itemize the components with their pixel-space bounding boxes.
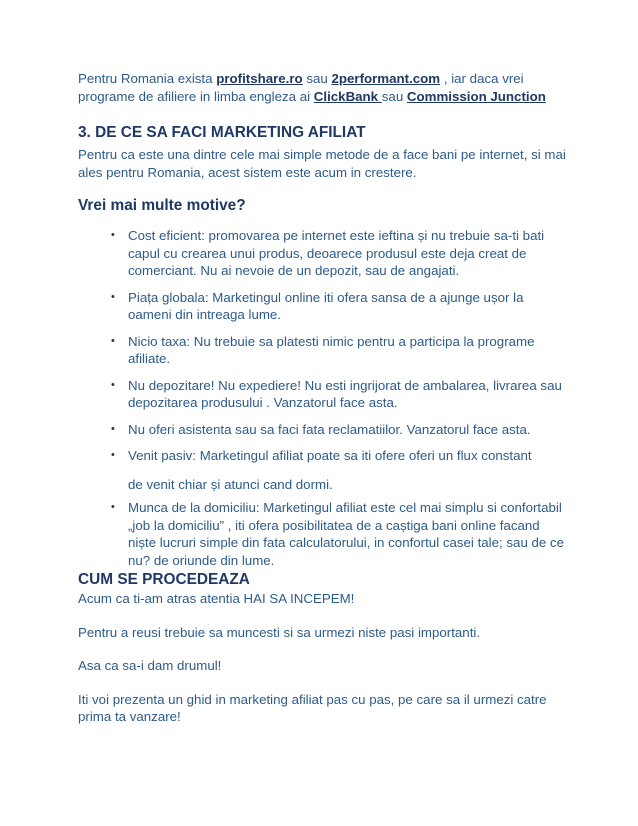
profitshare-link[interactable]: profitshare.ro [216,71,303,86]
list-item-text: Cost eficient: promovarea pe internet este ieftina și nu trebuie sa-ti bati capul cu crearea unui produs, deoarece produsul este deja creat de comerciant. Nu ai nevoie de un depozit, sau de angajati. [128,228,545,278]
list-item-passive-income-continuation [78,476,568,494]
list-item-text: Venit pasiv: Marketingul afiliat poate sa iti ofere oferi un flux constant [128,448,532,463]
section-3-heading: 3. DE CE SA FACI MARKETING AFILIAT [78,124,366,141]
list-item-no-storage [78,377,568,412]
intro-paragraph [78,70,568,105]
list-item-no-support [78,421,568,439]
list-item-cost [78,227,568,280]
section-3-paragraph: Pentru ca este una dintre cele mai simple metode de a face bani pe internet, si mai ales pentru Romania, acest sistem este acum in crestere. [78,147,566,180]
bullet-icon: • [111,501,115,513]
list-item-text: Nicio taxa: Nu trebuie sa platesti nimic pentru a participa la programe afiliate. [128,333,535,366]
list-item-text: Piața globala: Marketingul online iti ofera sansa de a ajunge ușor la oameni din intreaga lume. [128,289,524,322]
clickbank-link[interactable]: ClickBank [313,88,382,104]
list-item-no-fee [78,333,568,368]
motives-heading: Vrei mai multe motive? [78,197,246,214]
list-item-global-market [78,289,568,324]
bullet-icon: • [111,334,115,347]
procedure-paragraph-4: Iti voi prezenta un ghid in marketing afiliat pas cu pas, pe care sa il urmezi catre prima ta vanzare! [78,691,547,724]
intro-text-3: , iar daca vrei programe de afiliere in limba engleza ai [78,71,524,104]
bullet-icon: • [111,449,115,461]
list-item-work-from-home [78,499,568,569]
2performant-link[interactable]: 2performant.com [331,71,441,86]
procedure-paragraph-3: Asa ca sa-i dam drumul! [78,658,222,673]
bullet-icon: • [111,229,115,241]
document-page [78,70,568,726]
bullet-icon: • [111,378,115,391]
list-item-text: Nu oferi asistenta sau sa faci fata reclamatiilor. Vanzatorul face asta. [128,421,531,437]
intro-text-4: sau [381,88,407,104]
intro-text-1: Pentru Romania exista [78,71,217,86]
procedure-paragraph-1: Acum ca ti-am atras atentia HAI SA INCEPEM! [78,591,355,606]
bullet-icon: • [111,290,115,303]
procedure-paragraph-2: Pentru a reusi trebuie sa muncesti si sa urmezi niste pasi importanti. [78,624,481,640]
bullet-icon: • [111,422,115,435]
procedure-heading: CUM SE PROCEDEAZA [78,571,250,588]
list-item-passive-income [78,447,568,465]
commission-junction-link[interactable]: Commission Junction [406,88,546,104]
list-item-text: Munca de la domiciliu: Marketingul afiliat este cel mai simplu si confortabil „job la domiciliu” , iti ofera posibilitatea de a caștiga bani online facand niște lucruri simple din fata calculatorului, in confortul casei tale; sau de ce nu? de oriunde din lume. [128,500,565,568]
motives-list [78,227,568,569]
list-item-text: de venit chiar și atunci cand dormi. [128,476,333,492]
intro-text-2: sau [302,71,332,86]
list-item-text: Nu depozitare! Nu expediere! Nu esti ingrijorat de ambalarea, livrarea sau depozitarea produsului . Vanzatorul face asta. [128,377,562,410]
